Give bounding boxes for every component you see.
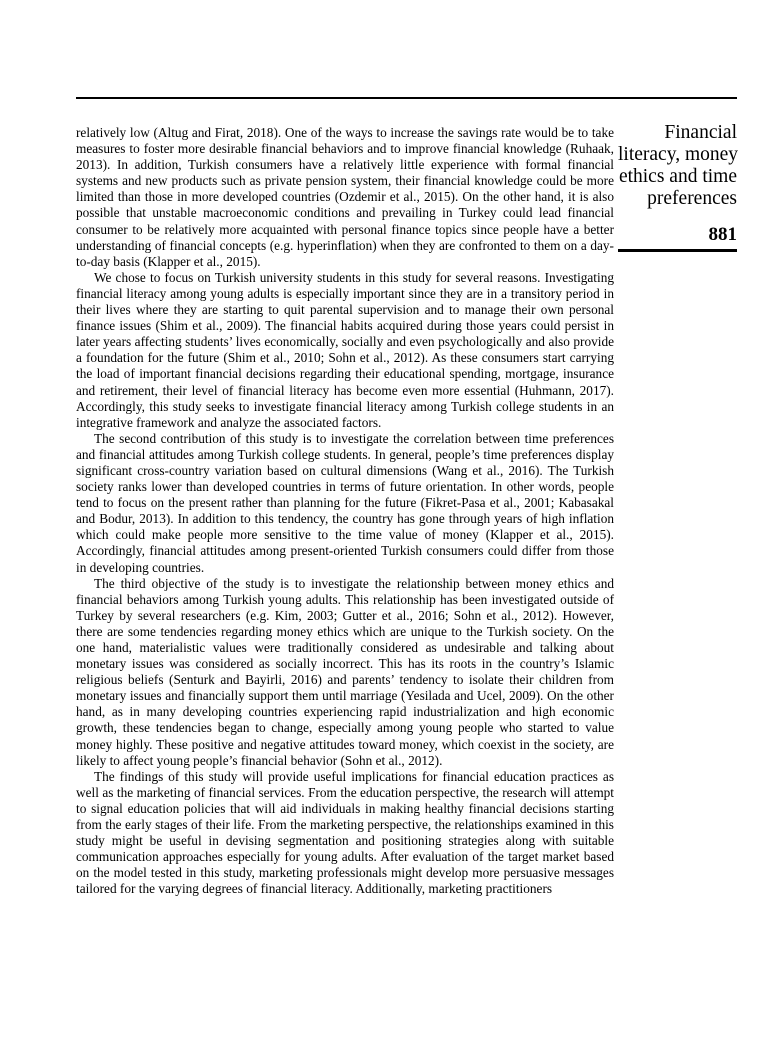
page-number: 881: [708, 224, 737, 245]
running-title: [618, 122, 737, 210]
page-number-rule: [618, 249, 737, 252]
article-body: [76, 125, 614, 898]
running-title-line: ethics and time: [618, 166, 737, 187]
running-title-line: literacy, money: [618, 144, 739, 165]
paragraph: The findings of this study will provide useful implications for financial education practices as well as the marketing of financial services. From the education perspective, the research will attempt to signal education policies that will aid individuals in making healthy financial decisions starting from the early stages of their life. From the marketing perspective, the relationships examined in this study might be useful in devising segmentation and positioning strategies along with suitable communication approaches especially for young adults. After evaluation of the target market based on the model tested in this study, marketing professionals might develop more persuasive messages tailored for the varying degrees of financial literacy. Additionally, marketing practitioners: [76, 768, 614, 897]
paragraph: The third objective of the study is to investigate the relationship between money ethics and financial behaviors among Turkish young adults. This relationship has been investigated outside of Turkey by several researchers (e.g. Kim, 2003; Gutter et al., 2016; Sohn et al., 2012). However, there are some tendencies regarding money ethics which are unique to the Turkish society. On the one hand, materialistic values were traditionally considered as undesirable and talking about monetary issues was considered as socially incorrect. This has its roots in the country’s Islamic religious beliefs (Senturk and Bayirli, 2016) and parents’ tendency to isolate their children from monetary issues and financially support them until marriage (Yesilada and Ucel, 2009). On the other hand, as in many developing countries experiencing rapid industrialization and high economic growth, these tendencies began to change, especially among young people who started to value money highly. These positive and negative attitudes toward money, which coexist in the society, are likely to affect young people’s financial behavior (Sohn et al., 2012).: [76, 575, 614, 768]
running-title-line: preferences: [647, 188, 737, 209]
running-sidebar: [618, 122, 737, 252]
paragraph: We chose to focus on Turkish university students in this study for several reasons. Investigating financial literacy among young adults is especially important since they are in a transitory period in their lives where they are starting to quit parental supervision and to manage their own personal finance issues (Shim et al., 2009). The financial habits acquired during those years could persist in later years affecting students’ lives economically, socially and even psychologically and also provide a foundation for the future (Shim et al., 2010; Sohn et al., 2012). As these consumers start carrying the load of important financial decisions regarding their educational spending, mortgage, insurance and retirement, their level of financial literacy has become even more essential (Huhmann, 2017). Accordingly, this study seeks to investigate financial literacy among Turkish college students in an integrative framework and analyze the associated factors.: [76, 269, 614, 430]
paragraph: relatively low (Altug and Firat, 2018). One of the ways to increase the savings rate would be to take measures to foster more desirable financial behaviors and to improve financial knowledge (Ruhaak, 2013). In addition, Turkish consumers have a relatively little experience with formal financial systems and new products such as private pension system, their financial knowledge could be more limited than those in more developed countries (Ozdemir et al., 2015). On the other hand, it is also possible that unstable macroeconomic conditions and prevailing in Turkey could lead financial consumer to be relatively more acquainted with personal finance topics since people have a better understanding of financial concepts (e.g. hyperinflation) when they are confronted to them on a day-to-day basis (Klapper et al., 2015).: [76, 125, 614, 269]
running-title-line: Financial: [664, 122, 737, 143]
header-rule: [76, 97, 737, 99]
paragraph: The second contribution of this study is to investigate the correlation between time preferences and financial attitudes among Turkish college students. In general, people’s time preferences display significant cross-country variation based on cultural dimensions (Wang et al., 2016). The Turkish society ranks lower than developed countries in terms of future orientation. In other words, people tend to focus on the present rather than planning for the future (Fikret-Pasa et al., 2001; Kabasakal and Bodur, 2013). In addition to this tendency, the country has gone through years of high inflation which could make people more sensitive to the time value of money (Klapper et al., 2015). Accordingly, financial attitudes among present-oriented Turkish consumers could differ from those in developing countries.: [76, 430, 614, 575]
